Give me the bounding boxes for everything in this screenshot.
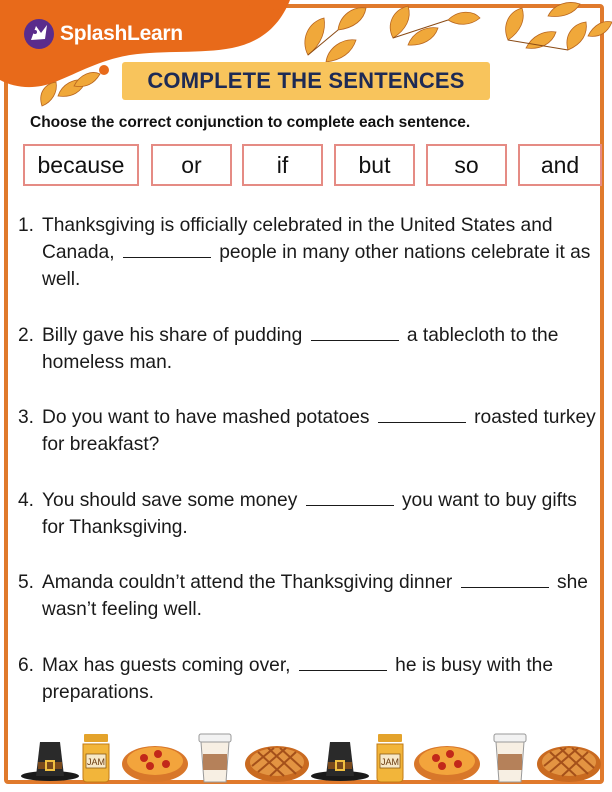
jam-jar-icon bbox=[374, 732, 406, 784]
splashlearn-logo bbox=[22, 14, 183, 54]
pie-icon bbox=[120, 734, 190, 784]
answer-blank[interactable] bbox=[306, 488, 394, 506]
lattice-pie-icon bbox=[536, 738, 602, 784]
pilgrim-hat-icon bbox=[310, 736, 370, 782]
coffee-cup-icon bbox=[490, 732, 530, 786]
word-bank-so: so bbox=[426, 144, 507, 186]
question-number: 1. bbox=[18, 215, 35, 236]
jam-jar-icon bbox=[80, 732, 112, 784]
title-banner bbox=[122, 62, 490, 100]
question-number: 4. bbox=[18, 490, 35, 511]
worksheet-title: COMPLETE THE SENTENCES bbox=[147, 68, 465, 93]
answer-blank[interactable] bbox=[123, 240, 211, 258]
answer-blank[interactable] bbox=[378, 405, 466, 423]
question-text: he is busy with the preparations. bbox=[42, 655, 554, 703]
jam-label: JAM bbox=[381, 757, 399, 767]
word-bank-if: if bbox=[242, 144, 323, 186]
question-text: roasted turkey for breakfast? bbox=[42, 407, 596, 455]
question-text: You should save some money bbox=[42, 490, 303, 511]
question-text: Do you want to have mashed potatoes bbox=[42, 407, 375, 428]
question-text: Billy gave his share of pudding bbox=[42, 325, 308, 346]
question-text: Max has guests coming over, bbox=[42, 655, 296, 676]
question-text: Amanda couldn’t attend the Thanksgiving dinner bbox=[42, 572, 458, 593]
answer-blank[interactable] bbox=[299, 653, 387, 671]
question-number: 6. bbox=[18, 655, 35, 676]
answer-blank[interactable] bbox=[311, 323, 399, 341]
word-bank-or: or bbox=[151, 144, 232, 186]
splashlearn-mascot-icon bbox=[22, 17, 56, 51]
question-number: 2. bbox=[18, 325, 35, 346]
word-bank-because: because bbox=[23, 144, 139, 186]
word-bank-but: but bbox=[334, 144, 415, 186]
question-text: you want to buy gifts for Thanksgiving. bbox=[42, 490, 577, 538]
question-text: Thanksgiving is officially celebrated in the United States and Canada, bbox=[42, 215, 553, 263]
autumn-leaves-icon bbox=[36, 66, 102, 110]
question-number: 3. bbox=[18, 407, 35, 428]
question-text: she wasn’t feeling well. bbox=[42, 572, 588, 620]
pie-icon bbox=[412, 734, 482, 784]
jam-label: JAM bbox=[87, 757, 105, 767]
question-text: people in many other nations celebrate it as well. bbox=[42, 242, 591, 290]
footer-decorations bbox=[0, 728, 612, 792]
lattice-pie-icon bbox=[244, 738, 310, 784]
coffee-cup-icon bbox=[195, 732, 235, 786]
word-bank-and: and bbox=[518, 144, 602, 186]
question-text: a tablecloth to the homeless man. bbox=[42, 325, 559, 373]
question-number: 5. bbox=[18, 572, 35, 593]
brand-name: SplashLearn bbox=[60, 22, 183, 45]
answer-blank[interactable] bbox=[461, 570, 549, 588]
pilgrim-hat-icon bbox=[20, 736, 80, 782]
instructions: Choose the correct conjunction to complete each sentence. bbox=[30, 114, 471, 131]
